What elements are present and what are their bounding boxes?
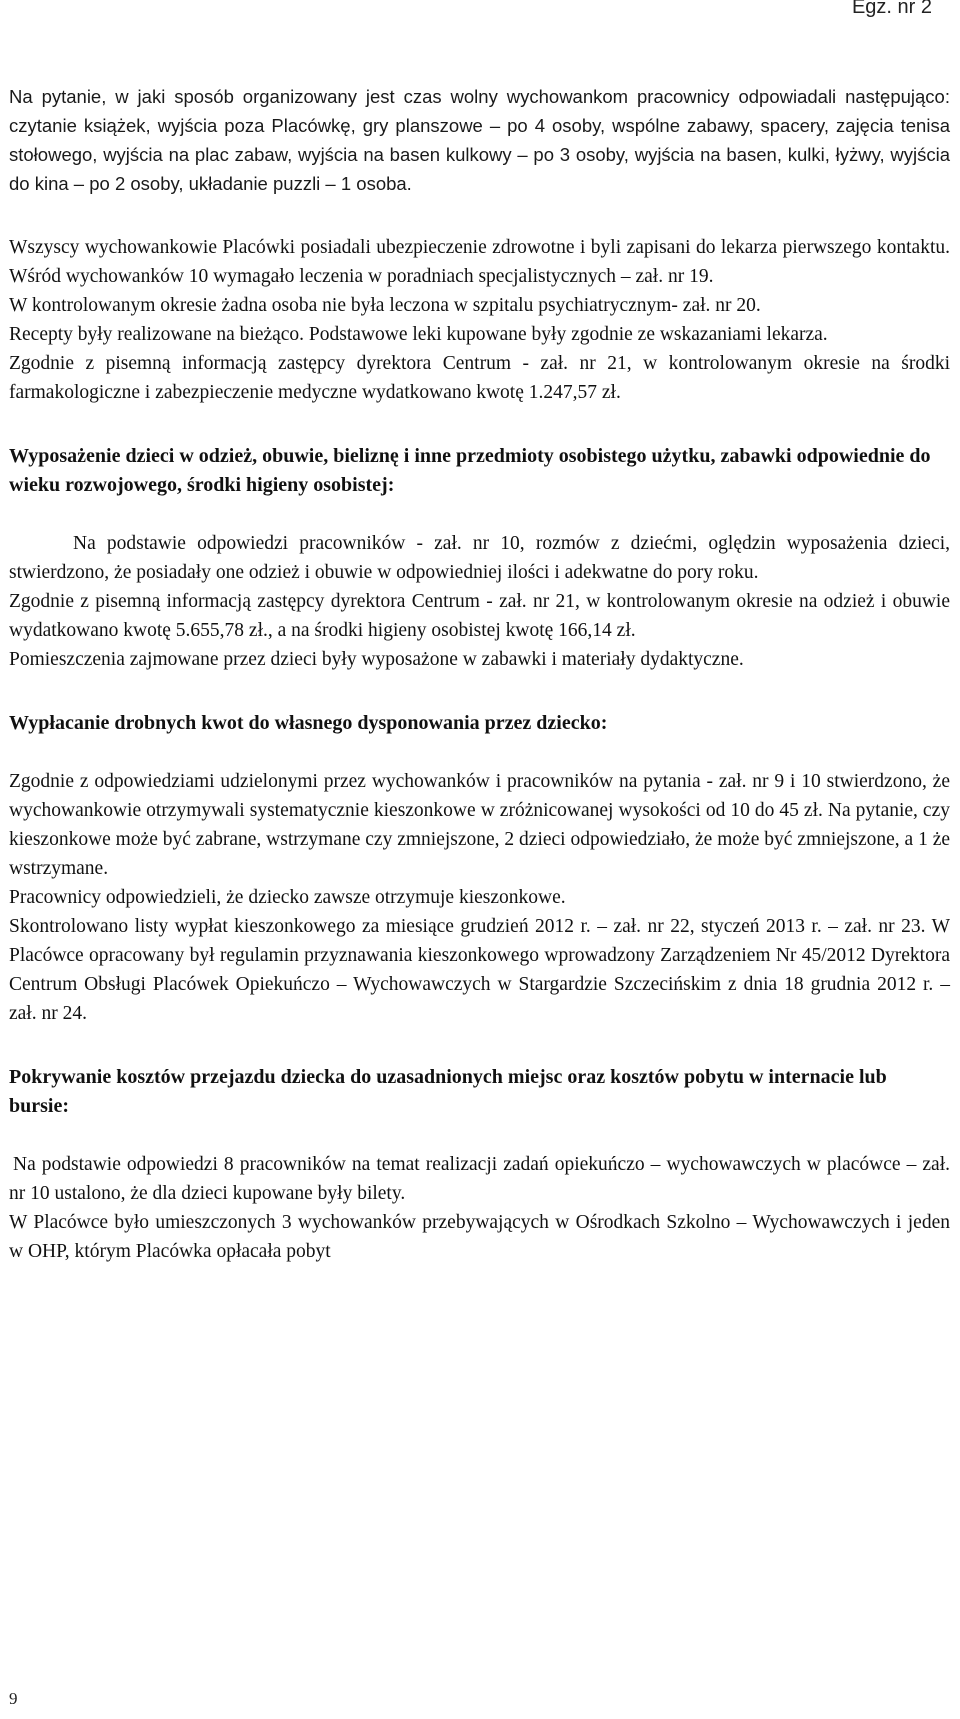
spacer [9,1121,950,1150]
section-heading-equipment: Wyposażenie dzieci w odzież, obuwie, bieliznę i inne przedmioty osobistego użytku, zabawki odpowiednie do wieku rozwojowego, środki higieny osobistej: [9,445,931,496]
paragraph-prescriptions: Recepty były realizowane na bieżąco. Podstawowe leki kupowane były zgodnie ze wskazaniami lekarza. [9,324,828,345]
paragraph-psychiatric: W kontrolowanym okresie żadna osoba nie była leczona w szpitalu psychiatrycznym- zał. nr 20. [9,295,761,316]
paragraph-pocket-money-answers: Zgodnie z odpowiedziami udzielonymi przez wychowanków i pracowników na pytania - zał. nr 9 i 10 stwierdzono, że wychowankowie otrzymywali systematycznie kieszonkowe w zróżnicowanej wysokości od 10 do 45 zł. Na pytanie, czy kieszonkowe może być zabrane, wstrzymane czy zmniejszone, 2 dzieci odpowiedziało, że może być zmniejszone, a 1 że wstrzymane. [9,771,951,879]
spacer [9,198,950,233]
paragraph-tickets: Na podstawie odpowiedzi 8 pracowników na temat realizacji zadań opiekuńczo – wychowawczych w placówce – zał. nr 10 ustalono, że dla dzieci kupowane były bilety. [9,1154,950,1204]
page-number: 9 [9,1689,18,1708]
section-heading-travel-costs: Pokrywanie kosztów przejazdu dziecka do uzasadnionych miejsc oraz kosztów pobytu w internacie lub bursie: [9,1066,887,1117]
spacer [9,674,950,709]
spacer [9,738,950,767]
paragraph-pocket-money-lists: Skontrolowano listy wypłat kieszonkowego za miesiące grudzień 2012 r. – zał. nr 22, styczeń 2013 r. – zał. nr 23. W Placówce opracowany był regulamin przyznawania kieszonkowego wprowadzony Zarządzeniem Nr 45/2012 Dyrektora Centrum Obsługi Placówek Opiekuńczo – Wychowawczych w Stargardzie Szczecińskim z dnia 18 grudnia 2012 r. – zał. nr 24. [9,916,950,1024]
paragraph-clothing-expenses: Zgodnie z pisemną informacją zastępcy dyrektora Centrum - zał. nr 21, w kontrolowanym okresie na odzież i obuwie wydatkowano kwotę 5.655,78 zł., a na środki higieny osobistej kwotę 166,14 zł. [9,591,950,641]
spacer [9,500,950,529]
paragraph-clothing-findings: Na podstawie odpowiedzi pracowników - zał. nr 10, rozmów z dziećmi, oględzin wyposażenia dzieci, stwierdzono, że posiadały one odzież i obuwie w odpowiedniej ilości i adekwatne do pory roku. [9,533,950,583]
paragraph-medical-expenses: Zgodnie z pisemną informacją zastępcy dyrektora Centrum - zał. nr 21, w kontrolowanym okresie na środki farmakologiczne i zabezpieczenie medyczne wydatkowano kwotę 1.247,57 zł. [9,353,950,403]
document-body [9,82,950,1266]
paragraph-toys: Pomieszczenia zajmowane przez dzieci były wyposażone w zabawki i materiały dydaktyczne. [9,649,744,670]
copy-number-label: Egz. nr 2 [851,0,932,18]
spacer [9,407,950,442]
paragraph-health-insurance: Wszyscy wychowankowie Placówki posiadali ubezpieczenie zdrowotne i byli zapisani do lekarza pierwszego kontaktu. Wśród wychowanków 10 wymagało leczenia w poradniach specjalistycznych – zał. nr 19. [9,237,950,287]
paragraph-pocket-money-staff: Pracownicy odpowiedzieli, że dziecko zawsze otrzymuje kieszonkowe. [9,887,566,908]
spacer [9,1028,950,1063]
section-heading-pocket-money: Wypłacanie drobnych kwot do własnego dysponowania przez dziecko: [9,712,608,734]
paragraph-boarding: W Placówce było umieszczonych 3 wychowanków przebywających w Ośrodkach Szkolno – Wychowawczych i jeden w OHP, którym Placówka opłacała pobyt [9,1212,950,1262]
paragraph-free-time: Na pytanie, w jaki sposób organizowany jest czas wolny wychowankom pracownicy odpowiadali następująco: czytanie książek, wyjścia poza Placówkę, gry planszowe – po 4 osoby, wspólne zabawy, spacery, zajęcia tenisa stołowego, wyjścia na plac zabaw, wyjścia na basen kulkowy – po 3 osoby, wyjścia na basen, kulki, łyżwy, wyjścia do kina – po 2 osoby, układanie puzzli – 1 osoba. [9,86,950,194]
